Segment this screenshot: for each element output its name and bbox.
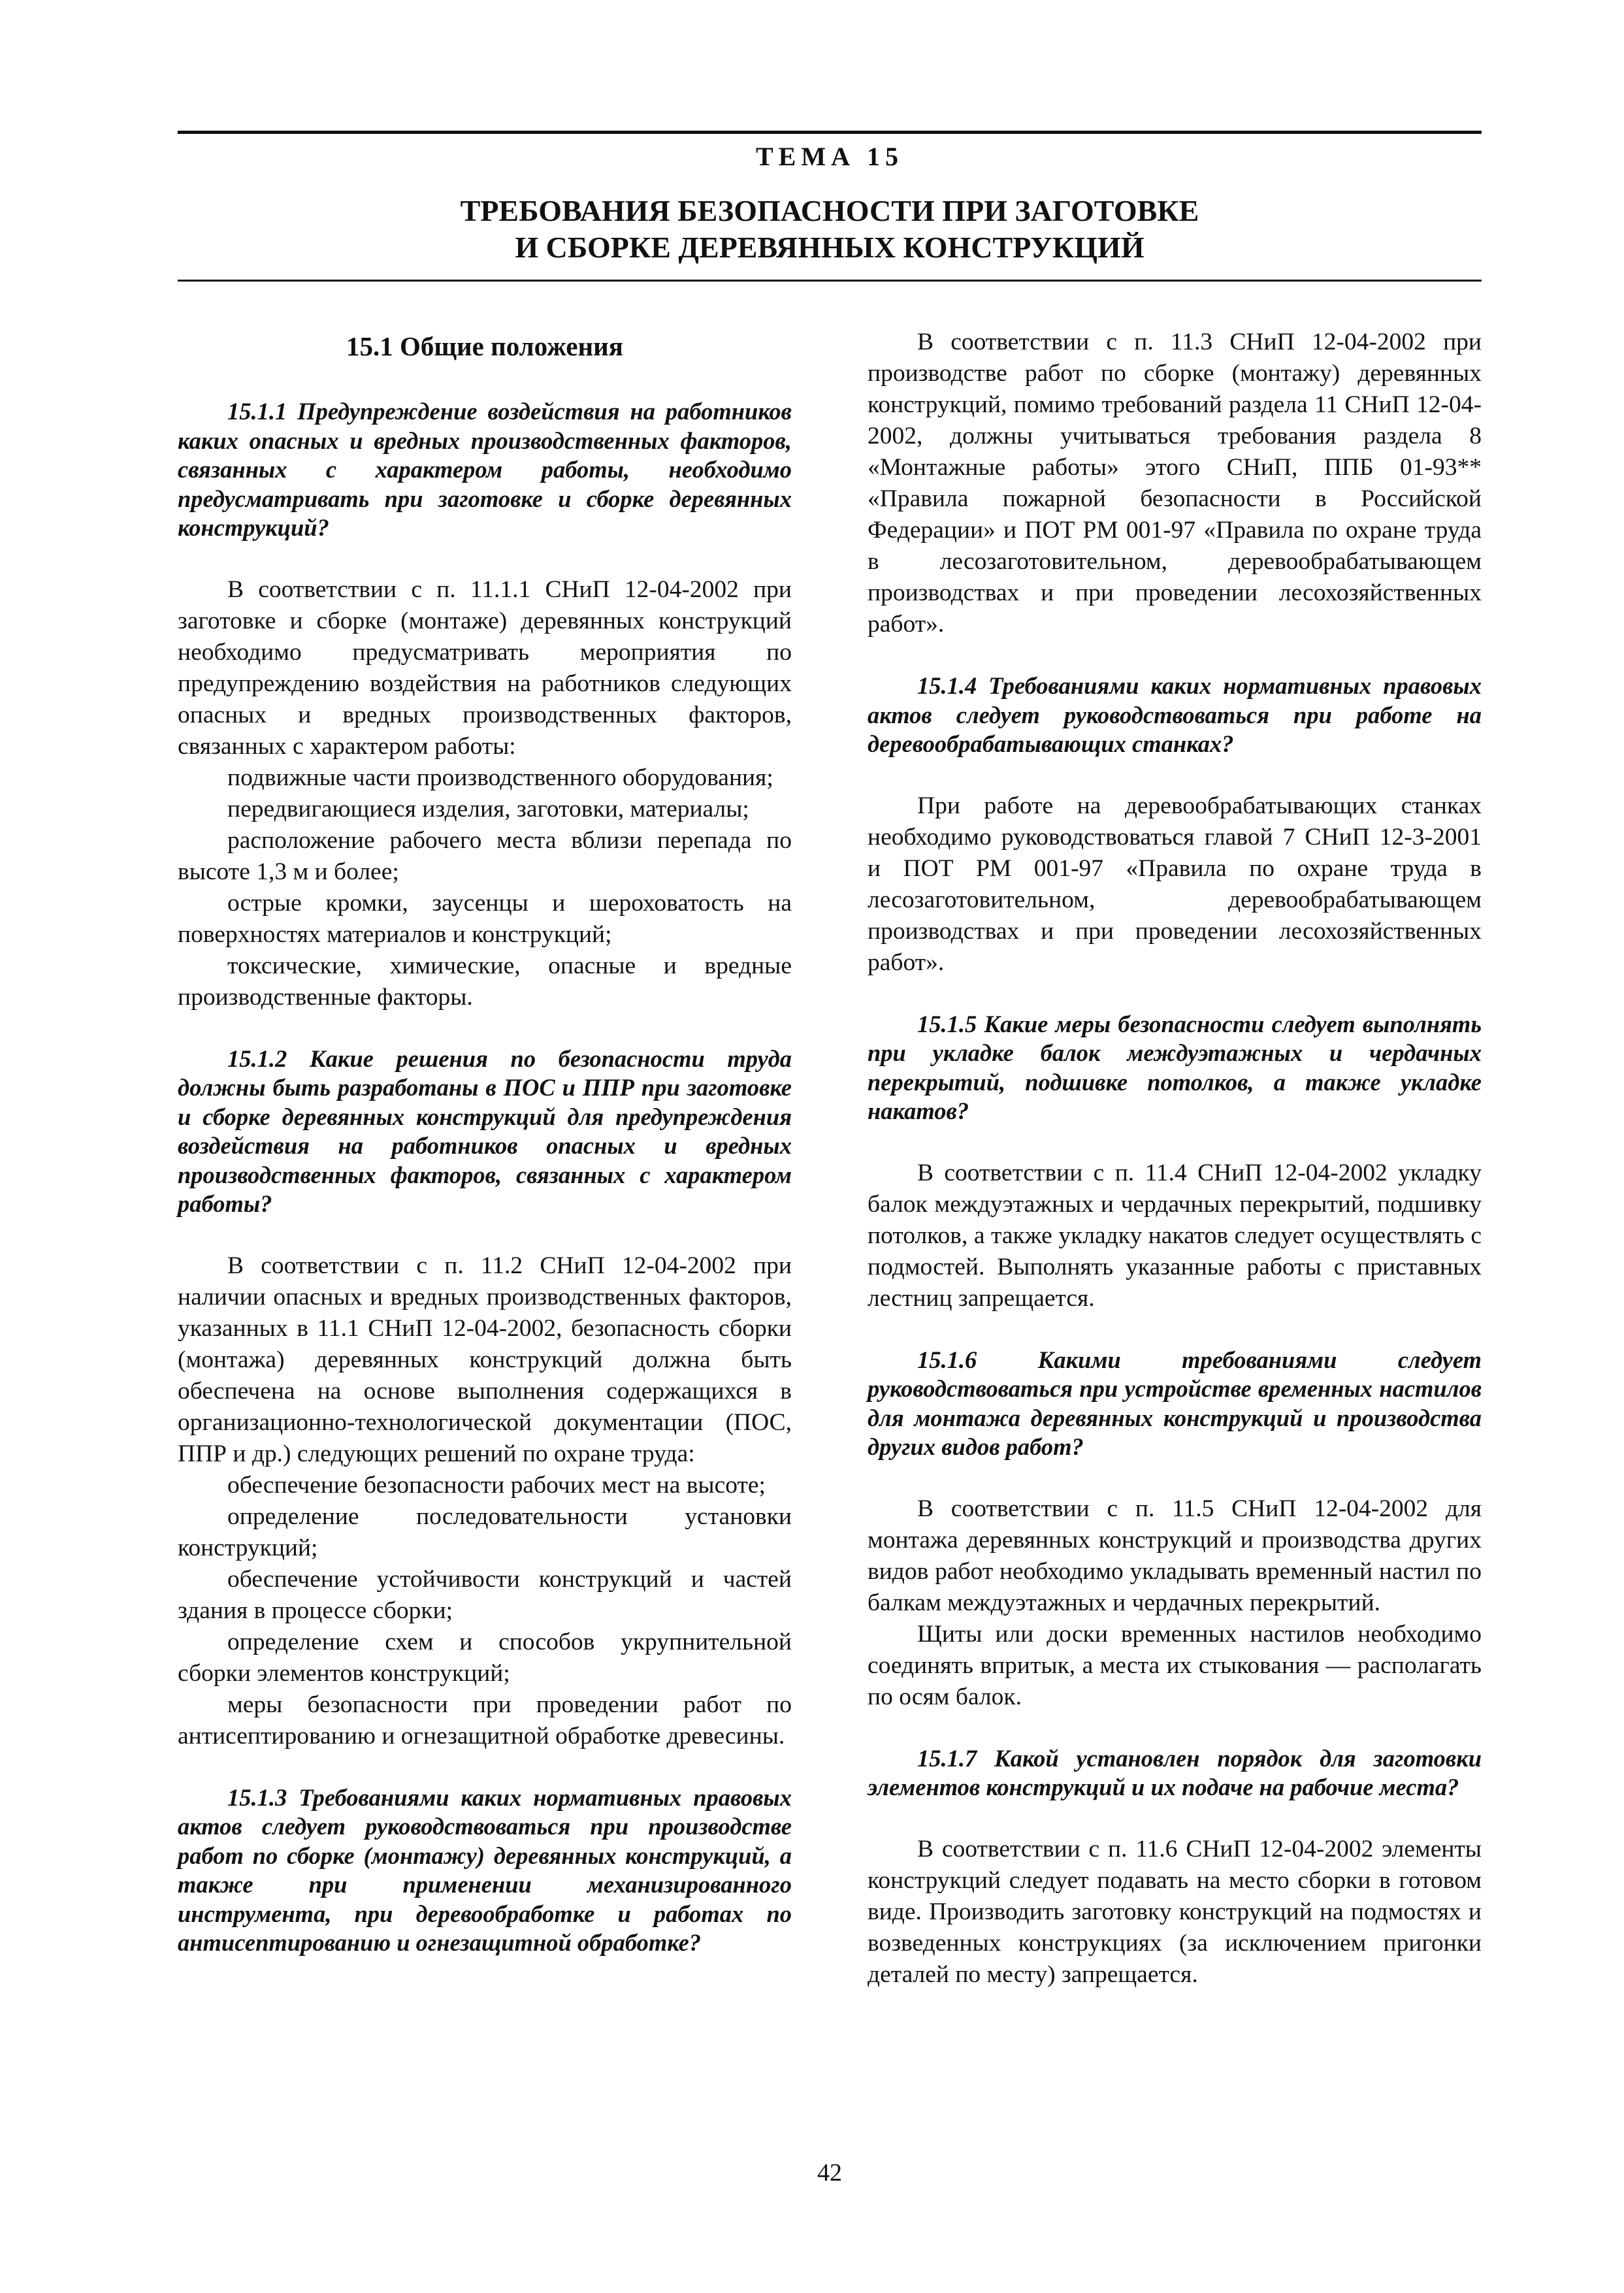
question-15-1-3: 15.1.3 Требованиями каких нормативных правовых актов следует руководствоваться при производстве работ по сборке (монтажу) деревянных конструкций, а также при применении механизированного инструмента, при деревообработке и работах по антисептированию и огнезащитной обработке? xyxy=(178,1783,792,1956)
page-title-line-2: И СБОРКЕ ДЕРЕВЯННЫХ КОНСТРУКЦИЙ xyxy=(515,231,1145,264)
answer-15-1-4: При работе на деревообрабатывающих станках необходимо руководствоваться главой 7 СНиП 12-3-2001 и ПОТ РМ 001-97 «Правила по охране труда в лесозаготовительном, деревообрабатывающем производствах и при проведении лесохозяйственных работ». xyxy=(868,792,1482,976)
answer-15-1-5: В соответствии с п. 11.4 СНиП 12-04-2002 укладку балок междуэтажных и чердачных перекрытий, подшивку потолков, а также укладку накатов следует осуществлять с подмостей. Выполнять указанные работы с приставных лестниц запрещается. xyxy=(868,1159,1482,1312)
list-item: подвижные части производственного оборудования; xyxy=(227,764,773,791)
spacer xyxy=(178,1752,792,1783)
header-top-rule xyxy=(178,131,1482,134)
spacer xyxy=(178,1219,792,1250)
list-item: обеспечение безопасности рабочих мест на высоте; xyxy=(227,1471,766,1499)
question-15-1-6: 15.1.6 Какими требованиями следует руководствоваться при устройстве временных настилов для монтажа деревянных конструкций и производства других видов работ? xyxy=(868,1346,1482,1460)
spacer xyxy=(868,1314,1482,1346)
header-bottom-rule xyxy=(178,280,1482,282)
page-number: 42 xyxy=(817,2159,842,2187)
list-item: расположение рабочего места вблизи перепада по высоте 1,3 м и более; xyxy=(178,826,792,885)
question-15-1-7: 15.1.7 Какой установлен порядок для заготовки элементов конструкций и их подаче на рабочие места? xyxy=(868,1744,1482,1800)
spacer xyxy=(868,1462,1482,1493)
list-item: определение последовательности установки конструкций; xyxy=(178,1503,792,1561)
list-item: токсические, химические, опасные и вредные производственные факторы. xyxy=(178,952,792,1011)
answer-15-1-7: В соответствии с п. 11.6 СНиП 12-04-2002 элементы конструкций следует подавать на место сборки в готовом виде. Производить заготовку конструкций на подмостях и возведенных конструкциях (за исключением пригонки деталей по месту) запрещается. xyxy=(868,1835,1482,1988)
list-item: обеспечение устойчивости конструкций и частей здания в процессе сборки; xyxy=(178,1565,792,1624)
answer-15-1-1-intro: В соответствии с п. 11.1.1 СНиП 12-04-2002 при заготовке и сборке (монтаже) деревянных конструкций необходимо предусматривать мероприятия по предупреждению воздействия на работников следующих опасных и вредных производственных факторов, связанных с характером работы: xyxy=(178,576,792,760)
left-column xyxy=(178,327,792,1958)
answer-15-1-6-p2: Щиты или доски временных настилов необходимо соединять впритык, а места их стыкования — располагать по осям балок. xyxy=(868,1620,1482,1710)
spacer xyxy=(868,1802,1482,1834)
spacer xyxy=(178,543,792,574)
answer-15-1-3: В соответствии с п. 11.3 СНиП 12-04-2002 при производстве работ по сборке (монтажу) деревянных конструкций, помимо требований раздела 11 СНиП 12-04-2002, должны учитываться требования раздела 8 «Монтажные работы» этого СНиП, ППБ 01-93** «Правила пожарной безопасности в Российской Федерации» и ПОТ РМ 001-97 «Правила по охране труда в лесозаготовительном, деревообрабатывающем производствах и при проведении лесохозяйственных работ». xyxy=(868,329,1482,638)
spacer xyxy=(868,759,1482,790)
page-title-line-1: ТРЕБОВАНИЯ БЕЗОПАСНОСТИ ПРИ ЗАГОТОВКЕ xyxy=(460,194,1199,227)
answer-15-1-6-p1: В соответствии с п. 11.5 СНиП 12-04-2002 для монтажа деревянных конструкций и производства других видов работ необходимо укладывать временный настил по балкам междуэтажных и чердачных перекрытий. xyxy=(868,1495,1482,1616)
topic-label: ТЕМА 15 xyxy=(756,142,903,171)
list-item: меры безопасности при проведении работ по антисептированию и огнезащитной обработке древесины. xyxy=(178,1691,792,1749)
answer-15-1-2-intro: В соответствии с п. 11.2 СНиП 12-04-2002 при наличии опасных и вредных производственных факторов, указанных в 11.1 СНиП 12-04-2002, безопасность сборки (монтажа) деревянных конструкций должна быть обеспечена на основе выполнения содержащихся в организационно-технологической документации (ПОС, ППР и др.) следующих решений по охране труда: xyxy=(178,1252,792,1467)
page-title xyxy=(178,193,1482,266)
spacer xyxy=(868,640,1482,672)
question-15-1-1: 15.1.1 Предупреждение воздействия на работников каких опасных и вредных производственных факторов, связанных с характером работы, необходимо предусматривать при заготовке и сборке деревянных конструкций? xyxy=(178,398,792,541)
list-item: передвигающиеся изделия, заготовки, материалы; xyxy=(227,795,749,822)
list-item: острые кромки, заусенцы и шероховатость на поверхностях материалов и конструкций; xyxy=(178,889,792,948)
spacer xyxy=(868,1126,1482,1158)
spacer xyxy=(178,1013,792,1045)
list-item: определение схем и способов укрупнительной сборки элементов конструкций; xyxy=(178,1628,792,1687)
right-column xyxy=(868,327,1482,1991)
question-15-1-4: 15.1.4 Требованиями каких нормативных правовых актов следует руководствоваться при работе на деревообрабатывающих станках? xyxy=(868,672,1482,757)
spacer xyxy=(178,366,792,397)
question-15-1-5: 15.1.5 Какие меры безопасности следует выполнять при укладке балок междуэтажных и чердачных перекрытий, подшивке потолков, а также укладке накатов? xyxy=(868,1010,1482,1124)
section-title: 15.1 Общие положения xyxy=(346,331,623,361)
spacer xyxy=(868,979,1482,1010)
question-15-1-2: 15.1.2 Какие решения по безопасности труда должны быть разработаны в ПОС и ППР при заготовке и сборке деревянных конструкций для предупреждения воздействия на работников опасных и вредных производственных факторов, связанных с характером работы? xyxy=(178,1045,792,1217)
spacer xyxy=(868,1713,1482,1744)
